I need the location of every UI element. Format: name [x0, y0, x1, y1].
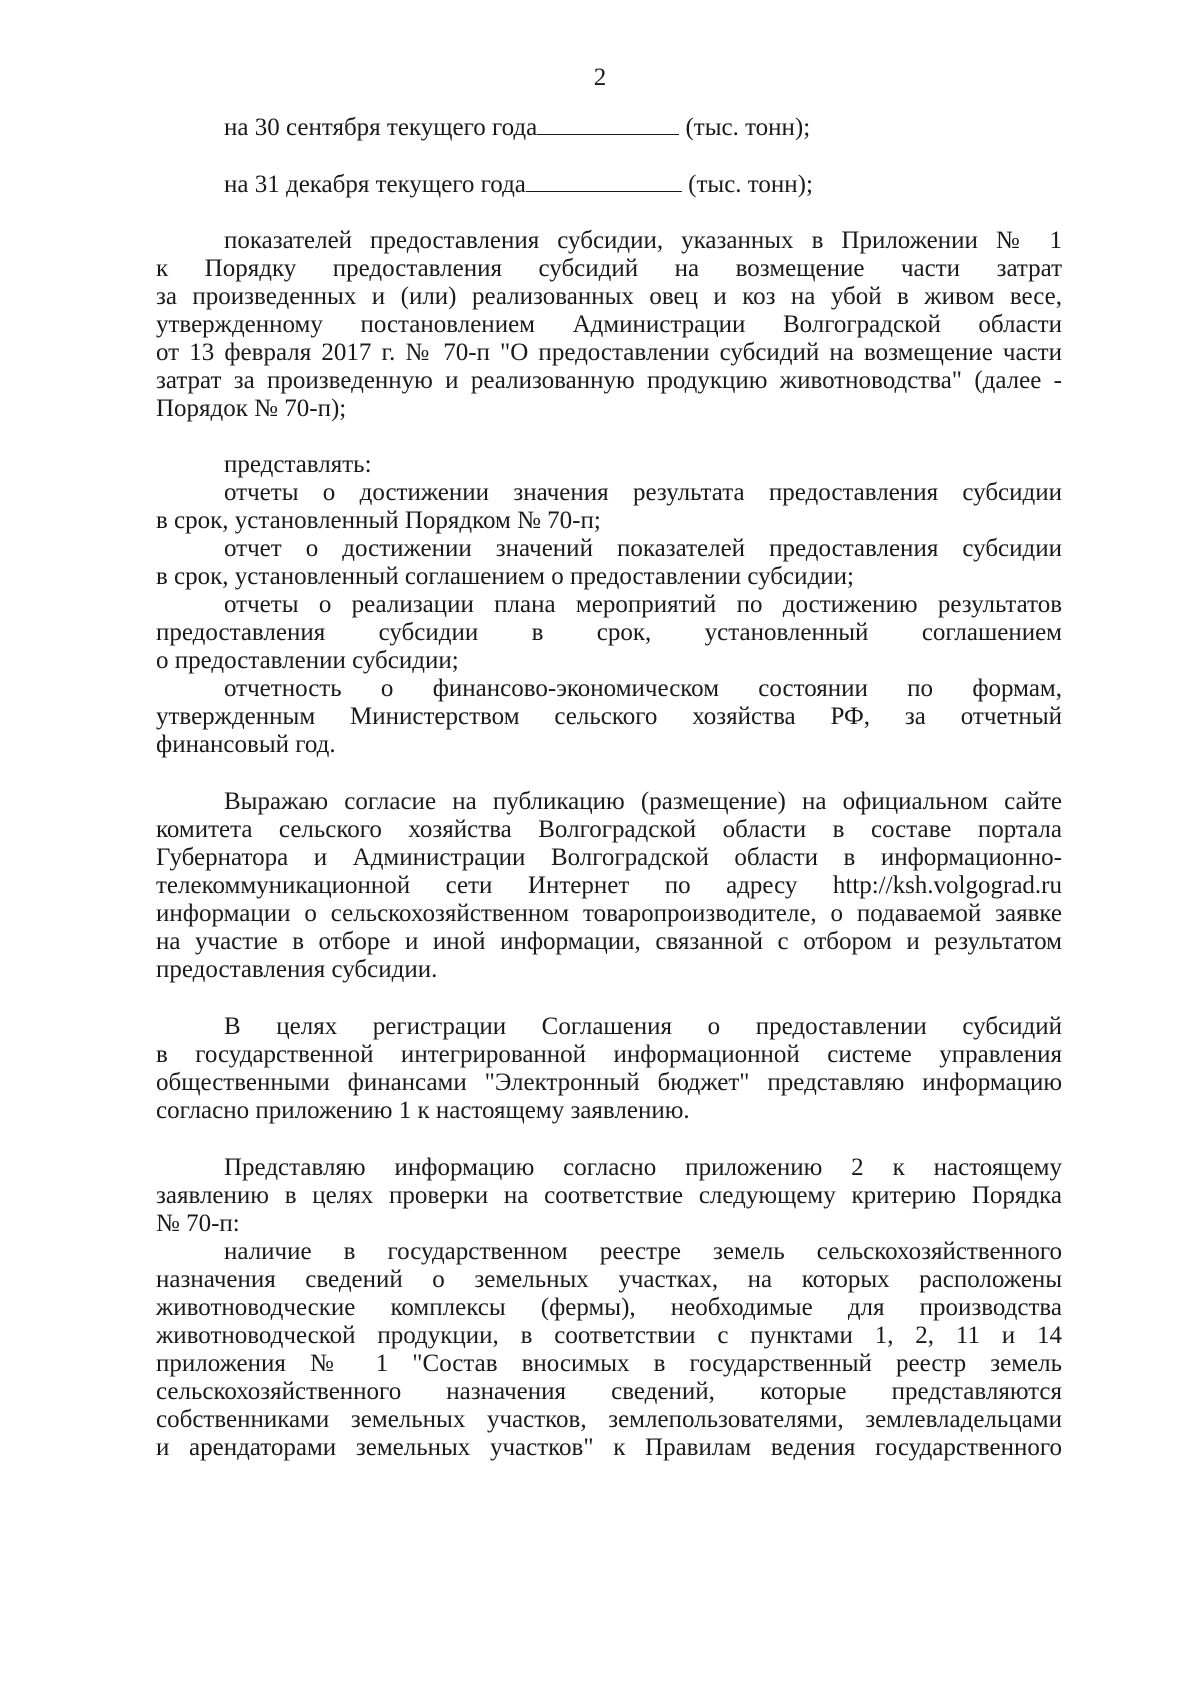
text-line: В целях регистрации Соглашения о предоставлении субсидий: [224, 1013, 1062, 1040]
date-line-label: на 30 сентября текущего года: [224, 114, 538, 141]
text-line: сельскохозяйственного назначения сведений, которые представляются: [156, 1378, 1062, 1405]
text-line: отчеты о достижении значения результата предоставления субсидии: [224, 479, 1062, 506]
text-line: к Порядку предоставления субсидий на возмещение части затрат: [156, 255, 1062, 282]
text-line: на участие в отборе и иной информации, связанной с отбором и результатом: [156, 928, 1062, 955]
text-line: № 70-п:: [156, 1210, 240, 1237]
date-line-label: на 31 декабря текущего года: [224, 171, 526, 198]
text-line: о предоставлении субсидии;: [156, 647, 459, 674]
text-line: животноводческие комплексы (фермы), необходимые для производства: [156, 1294, 1062, 1321]
text-line: в срок, установленный соглашением о предоставлении субсидии;: [156, 563, 854, 590]
text-line: от 13 февраля 2017 г. № 70-п "О предоставлении субсидий на возмещение части: [156, 339, 1062, 366]
text-line: отчеты о реализации плана мероприятий по достижению результатов: [224, 591, 1062, 618]
text-line: за произведенных и (или) реализованных овец и коз на убой в живом весе,: [156, 283, 1062, 310]
text-line: финансовый год.: [156, 731, 336, 758]
text-line: согласно приложению 1 к настоящему заявлению.: [156, 1097, 690, 1124]
text-line: приложения № 1 "Состав вносимых в государственный реестр земель: [156, 1350, 1062, 1377]
text-line: утвержденному постановлением Администрации Волгоградской области: [156, 311, 1062, 338]
text-line: информации о сельскохозяйственном товаропроизводителе, о подаваемой заявке: [156, 900, 1062, 927]
text-line: отчетность о финансово-экономическом состоянии по формам,: [224, 675, 1062, 702]
fill-blank: [526, 169, 682, 192]
text-line: утвержденным Министерством сельского хозяйства РФ, за отчетный: [156, 703, 1062, 730]
text-line: телекоммуникационной сети Интернет по адресу http://ksh.volgograd.ru: [156, 872, 1062, 899]
text-line: затрат за произведенную и реализованную продукцию животноводства" (далее -: [156, 367, 1062, 394]
text-line: назначения сведений о земельных участках, на которых расположены: [156, 1266, 1062, 1293]
text-line: в срок, установленный Порядком № 70-п;: [156, 507, 601, 534]
text-line: Губернатора и Администрации Волгоградской области в информационно-: [156, 844, 1062, 871]
text-line: наличие в государственном реестре земель сельскохозяйственного: [224, 1238, 1062, 1265]
text-line: Порядок № 70-п);: [156, 395, 347, 422]
date-line-unit: (тыс. тонн);: [681, 171, 813, 198]
date-line-unit: (тыс. тонн);: [679, 114, 811, 141]
text-line: комитета сельского хозяйства Волгоградской области в составе портала: [156, 816, 1062, 843]
text-line: предоставления субсидии.: [156, 956, 438, 983]
fill-blank: [537, 112, 679, 135]
text-line: заявлению в целях проверки на соответствие следующему критерию Порядка: [156, 1182, 1062, 1209]
text-line: представлять:: [224, 451, 372, 478]
date-line-december: [224, 169, 1062, 200]
text-line: общественными финансами "Электронный бюджет" представляю информацию: [156, 1069, 1062, 1096]
date-line-september: [224, 112, 1062, 143]
text-line: собственниками земельных участков, землепользователями, землевладельцами: [156, 1406, 1062, 1433]
text-line: животноводческой продукции, в соответствии с пунктами 1, 2, 11 и 14: [156, 1322, 1062, 1349]
text-line: Выражаю согласие на публикацию (размещение) на официальном сайте: [224, 788, 1062, 815]
text-line: отчет о достижении значений показателей предоставления субсидии: [224, 535, 1062, 562]
text-line: и арендаторами земельных участков" к Правилам ведения государственного: [156, 1434, 1062, 1461]
page-number: 2: [593, 64, 607, 91]
text-line: в государственной интегрированной информационной системе управления: [156, 1041, 1062, 1068]
text-line: предоставления субсидии в срок, установленный соглашением: [156, 619, 1062, 646]
text-line: Представляю информацию согласно приложению 2 к настоящему: [224, 1154, 1062, 1181]
text-line: показателей предоставления субсидии, указанных в Приложении № 1: [224, 227, 1062, 254]
